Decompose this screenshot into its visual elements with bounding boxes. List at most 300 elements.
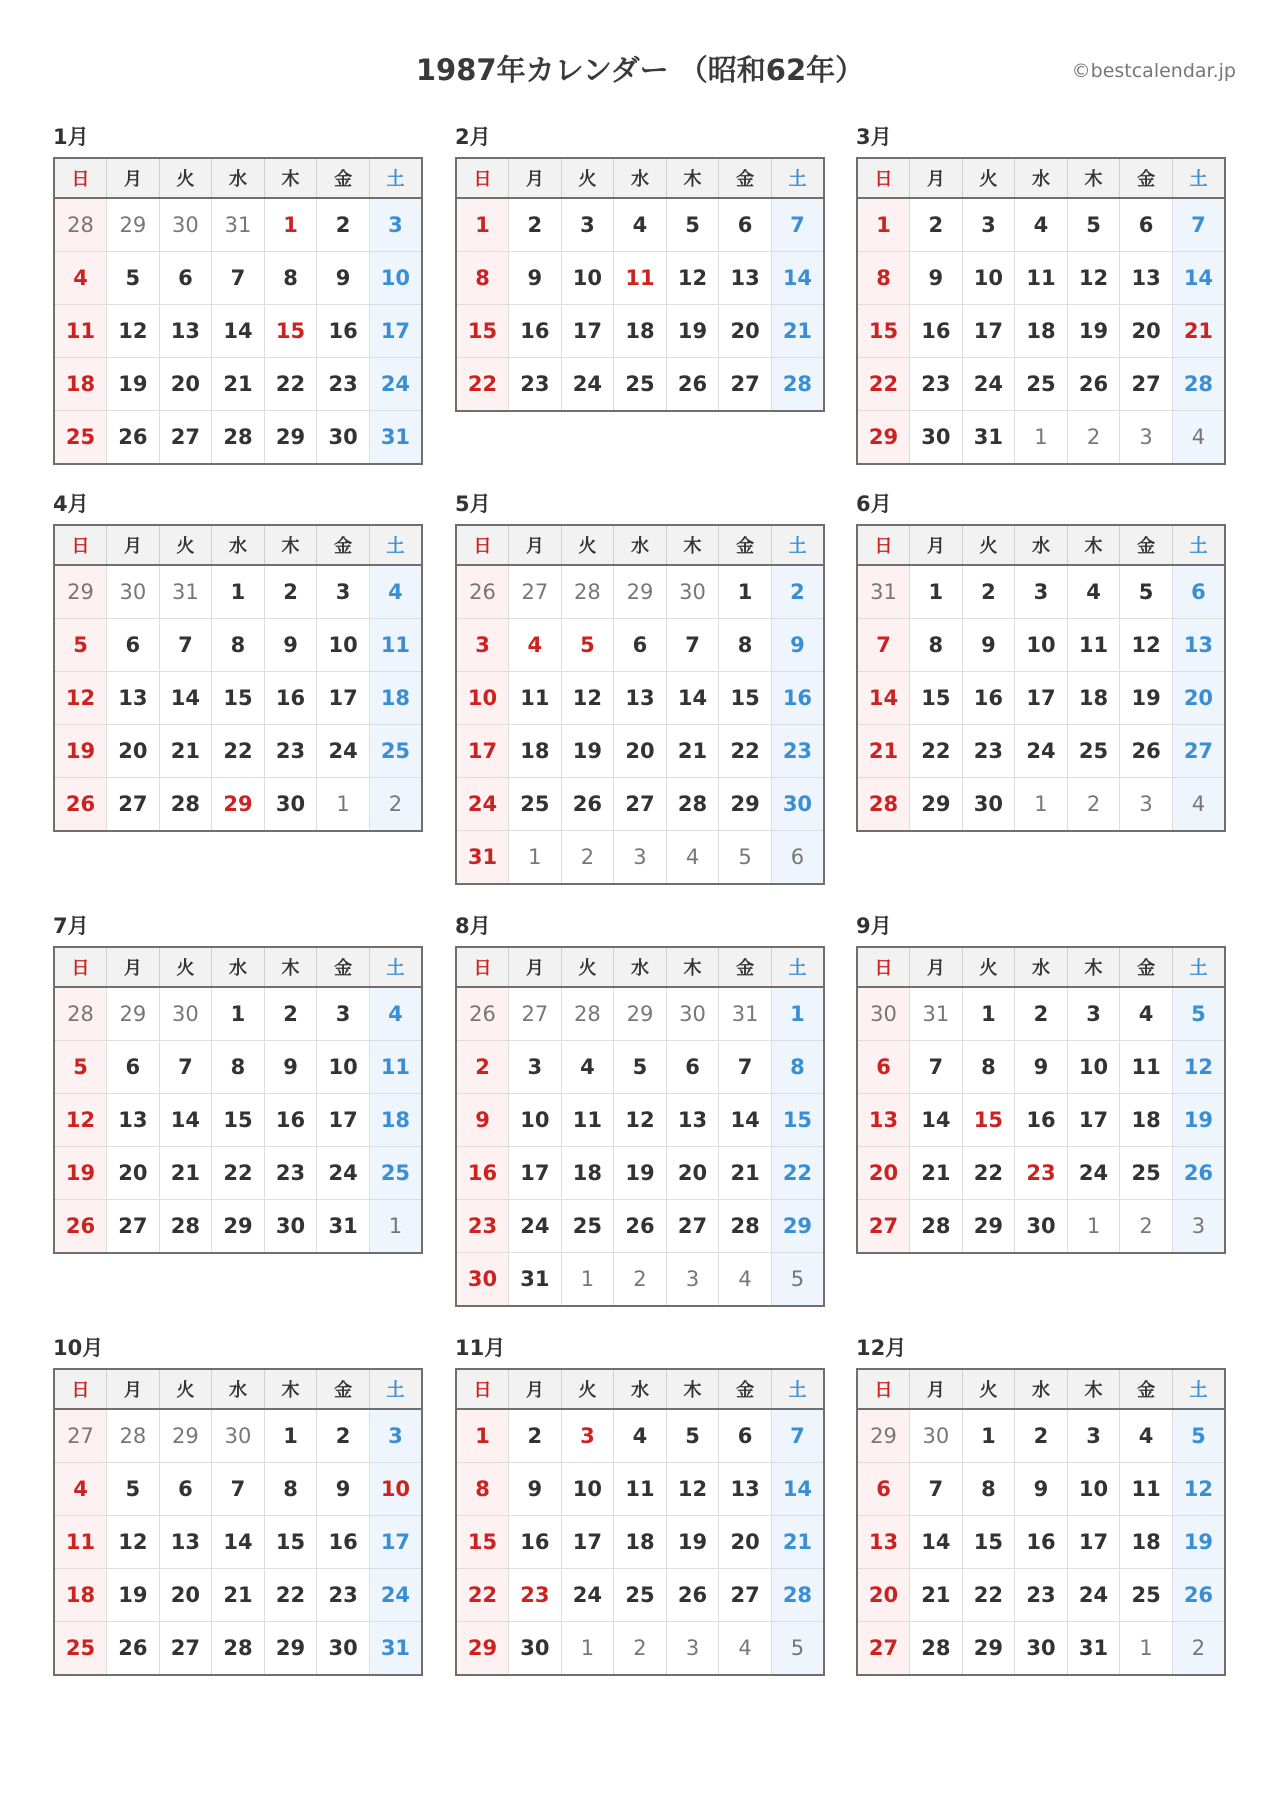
weekday-header: 月 [910, 947, 963, 987]
day-cell: 19 [666, 305, 719, 358]
weekday-header: 水 [1015, 525, 1068, 565]
week-row [54, 725, 422, 778]
weekday-header: 木 [264, 158, 317, 198]
month-calendar-table [53, 157, 423, 465]
day-cell: 26 [1067, 358, 1120, 411]
weekday-header: 木 [1067, 1369, 1120, 1409]
day-cell: 13 [614, 672, 667, 725]
day-cell: 25 [1120, 1147, 1173, 1200]
day-cell: 7 [212, 252, 265, 305]
weekday-header: 日 [456, 158, 509, 198]
day-cell: 24 [456, 778, 509, 831]
day-cell: 2 [264, 987, 317, 1041]
month-block [856, 1336, 1226, 1676]
day-cell: 30 [107, 565, 160, 619]
day-cell: 28 [1172, 358, 1225, 411]
month-block [53, 1336, 423, 1676]
weekday-header: 月 [107, 1369, 160, 1409]
day-cell: 20 [107, 725, 160, 778]
day-cell: 27 [857, 1622, 910, 1676]
day-cell: 31 [369, 1622, 422, 1676]
day-cell: 5 [54, 1041, 107, 1094]
day-cell: 2 [456, 1041, 509, 1094]
day-cell: 24 [1067, 1147, 1120, 1200]
day-cell: 23 [771, 725, 824, 778]
day-cell: 25 [1067, 725, 1120, 778]
day-cell: 3 [561, 1409, 614, 1463]
weekday-header: 木 [666, 158, 719, 198]
week-row [54, 1622, 422, 1676]
month-title: 9月 [856, 914, 892, 938]
day-cell: 4 [54, 252, 107, 305]
day-cell: 25 [54, 411, 107, 465]
day-cell: 3 [561, 198, 614, 252]
day-cell: 8 [771, 1041, 824, 1094]
day-cell: 28 [771, 358, 824, 412]
day-cell: 1 [962, 987, 1015, 1041]
day-cell: 28 [910, 1622, 963, 1676]
day-cell: 22 [771, 1147, 824, 1200]
day-cell: 14 [212, 305, 265, 358]
day-cell: 24 [962, 358, 1015, 411]
day-cell: 22 [719, 725, 772, 778]
week-row [54, 1409, 422, 1463]
weekday-header: 木 [1067, 158, 1120, 198]
day-cell: 29 [771, 1200, 824, 1253]
week-row [54, 987, 422, 1041]
weekday-header-row [54, 158, 422, 198]
weekday-header: 火 [159, 525, 212, 565]
day-cell: 16 [264, 1094, 317, 1147]
day-cell: 5 [54, 619, 107, 672]
day-cell: 6 [857, 1463, 910, 1516]
weekday-header: 木 [1067, 525, 1120, 565]
weekday-header: 水 [614, 158, 667, 198]
day-cell: 30 [317, 411, 370, 465]
day-cell: 2 [317, 1409, 370, 1463]
weekday-header: 火 [561, 158, 614, 198]
weekday-header: 土 [1172, 158, 1225, 198]
day-cell: 10 [369, 252, 422, 305]
day-cell: 30 [264, 1200, 317, 1254]
weekday-header: 日 [857, 1369, 910, 1409]
day-cell: 1 [369, 1200, 422, 1254]
day-cell: 7 [212, 1463, 265, 1516]
month-calendar-table [455, 157, 825, 412]
day-cell: 3 [1120, 778, 1173, 832]
day-cell: 26 [666, 1569, 719, 1622]
weekday-header: 日 [54, 1369, 107, 1409]
day-cell: 7 [159, 1041, 212, 1094]
weekday-header: 土 [369, 947, 422, 987]
month-calendar-table [455, 946, 825, 1307]
day-cell: 18 [1015, 305, 1068, 358]
day-cell: 25 [561, 1200, 614, 1253]
day-cell: 25 [614, 1569, 667, 1622]
week-row [456, 778, 824, 831]
week-row [857, 1463, 1225, 1516]
day-cell: 24 [509, 1200, 562, 1253]
weekday-header: 土 [771, 158, 824, 198]
day-cell: 9 [317, 1463, 370, 1516]
day-cell: 6 [159, 252, 212, 305]
day-cell: 9 [509, 252, 562, 305]
month-title: 2月 [455, 125, 491, 149]
weekday-header-row [54, 525, 422, 565]
day-cell: 31 [317, 1200, 370, 1254]
week-row [54, 1569, 422, 1622]
day-cell: 15 [771, 1094, 824, 1147]
day-cell: 12 [1067, 252, 1120, 305]
week-row [456, 1622, 824, 1676]
month-calendar-table [455, 524, 825, 885]
day-cell: 18 [54, 358, 107, 411]
day-cell: 26 [54, 1200, 107, 1254]
day-cell: 6 [1172, 565, 1225, 619]
day-cell: 4 [369, 565, 422, 619]
day-cell: 1 [962, 1409, 1015, 1463]
day-cell: 21 [159, 1147, 212, 1200]
day-cell: 5 [771, 1253, 824, 1307]
day-cell: 7 [910, 1463, 963, 1516]
day-cell: 8 [212, 619, 265, 672]
day-cell: 11 [369, 619, 422, 672]
day-cell: 12 [54, 1094, 107, 1147]
day-cell: 27 [159, 411, 212, 465]
day-cell: 1 [456, 198, 509, 252]
month-calendar-table [53, 946, 423, 1254]
day-cell: 14 [212, 1516, 265, 1569]
week-row [456, 831, 824, 885]
weekday-header: 日 [456, 1369, 509, 1409]
day-cell: 28 [561, 987, 614, 1041]
day-cell: 4 [666, 831, 719, 885]
day-cell: 14 [1172, 252, 1225, 305]
day-cell: 30 [962, 778, 1015, 832]
day-cell: 16 [317, 305, 370, 358]
week-row [857, 1516, 1225, 1569]
day-cell: 5 [561, 619, 614, 672]
day-cell: 6 [719, 198, 772, 252]
day-cell: 3 [369, 198, 422, 252]
day-cell: 2 [317, 198, 370, 252]
day-cell: 20 [159, 358, 212, 411]
day-cell: 7 [857, 619, 910, 672]
week-row [54, 198, 422, 252]
day-cell: 19 [54, 1147, 107, 1200]
day-cell: 26 [107, 1622, 160, 1676]
day-cell: 21 [666, 725, 719, 778]
day-cell: 20 [1172, 672, 1225, 725]
week-row [456, 1041, 824, 1094]
weekday-header-row [456, 1369, 824, 1409]
day-cell: 29 [857, 1409, 910, 1463]
day-cell: 8 [910, 619, 963, 672]
day-cell: 1 [857, 198, 910, 252]
day-cell: 29 [264, 411, 317, 465]
day-cell: 19 [614, 1147, 667, 1200]
day-cell: 4 [1120, 987, 1173, 1041]
day-cell: 9 [317, 252, 370, 305]
day-cell: 22 [264, 1569, 317, 1622]
week-row [857, 1041, 1225, 1094]
day-cell: 29 [910, 778, 963, 832]
day-cell: 2 [1015, 1409, 1068, 1463]
weekday-header: 月 [910, 1369, 963, 1409]
day-cell: 21 [910, 1569, 963, 1622]
weekday-header: 金 [317, 947, 370, 987]
day-cell: 7 [910, 1041, 963, 1094]
day-cell: 4 [369, 987, 422, 1041]
day-cell: 23 [317, 358, 370, 411]
day-cell: 12 [666, 1463, 719, 1516]
weekday-header: 金 [1120, 947, 1173, 987]
weekday-header: 水 [212, 947, 265, 987]
day-cell: 23 [962, 725, 1015, 778]
week-row [54, 672, 422, 725]
week-row [857, 1094, 1225, 1147]
day-cell: 7 [771, 1409, 824, 1463]
weekday-header: 月 [509, 1369, 562, 1409]
day-cell: 18 [1120, 1516, 1173, 1569]
day-cell: 20 [159, 1569, 212, 1622]
week-row [54, 411, 422, 465]
weekday-header: 火 [962, 1369, 1015, 1409]
day-cell: 23 [1015, 1569, 1068, 1622]
day-cell: 29 [962, 1622, 1015, 1676]
month-calendar-table [856, 1368, 1226, 1676]
day-cell: 29 [614, 565, 667, 619]
day-cell: 30 [264, 778, 317, 832]
weekday-header-row [857, 1369, 1225, 1409]
day-cell: 18 [509, 725, 562, 778]
day-cell: 31 [857, 565, 910, 619]
week-row [456, 725, 824, 778]
day-cell: 30 [212, 1409, 265, 1463]
day-cell: 11 [1015, 252, 1068, 305]
day-cell: 28 [159, 778, 212, 832]
week-row [857, 619, 1225, 672]
week-row [456, 1516, 824, 1569]
day-cell: 13 [719, 252, 772, 305]
day-cell: 28 [212, 1622, 265, 1676]
day-cell: 2 [962, 565, 1015, 619]
weekday-header: 金 [317, 525, 370, 565]
day-cell: 18 [614, 305, 667, 358]
day-cell: 31 [509, 1253, 562, 1307]
day-cell: 26 [107, 411, 160, 465]
day-cell: 5 [107, 1463, 160, 1516]
day-cell: 18 [1067, 672, 1120, 725]
day-cell: 30 [666, 987, 719, 1041]
day-cell: 3 [509, 1041, 562, 1094]
week-row [857, 565, 1225, 619]
day-cell: 1 [212, 565, 265, 619]
day-cell: 30 [857, 987, 910, 1041]
day-cell: 10 [369, 1463, 422, 1516]
month-block [53, 914, 423, 1254]
week-row [456, 198, 824, 252]
day-cell: 17 [561, 1516, 614, 1569]
day-cell: 3 [456, 619, 509, 672]
day-cell: 9 [509, 1463, 562, 1516]
day-cell: 11 [369, 1041, 422, 1094]
weekday-header: 火 [159, 1369, 212, 1409]
day-cell: 30 [666, 565, 719, 619]
day-cell: 29 [159, 1409, 212, 1463]
day-cell: 23 [456, 1200, 509, 1253]
day-cell: 29 [719, 778, 772, 831]
day-cell: 8 [264, 1463, 317, 1516]
day-cell: 15 [456, 1516, 509, 1569]
day-cell: 2 [1067, 778, 1120, 832]
day-cell: 1 [1015, 411, 1068, 465]
month-title: 4月 [53, 492, 89, 516]
day-cell: 8 [719, 619, 772, 672]
day-cell: 24 [317, 725, 370, 778]
day-cell: 13 [159, 1516, 212, 1569]
day-cell: 12 [1120, 619, 1173, 672]
day-cell: 23 [317, 1569, 370, 1622]
day-cell: 26 [1172, 1147, 1225, 1200]
day-cell: 5 [1172, 987, 1225, 1041]
day-cell: 9 [1015, 1463, 1068, 1516]
day-cell: 2 [509, 198, 562, 252]
day-cell: 20 [666, 1147, 719, 1200]
day-cell: 27 [857, 1200, 910, 1254]
week-row [456, 987, 824, 1041]
day-cell: 13 [107, 672, 160, 725]
weekday-header-row [456, 525, 824, 565]
week-row [456, 1094, 824, 1147]
weekday-header: 月 [107, 158, 160, 198]
weekday-header-row [857, 158, 1225, 198]
day-cell: 22 [264, 358, 317, 411]
weekday-header-row [456, 947, 824, 987]
day-cell: 30 [159, 987, 212, 1041]
week-row [857, 672, 1225, 725]
day-cell: 6 [159, 1463, 212, 1516]
day-cell: 20 [719, 305, 772, 358]
week-row [54, 252, 422, 305]
day-cell: 30 [1015, 1622, 1068, 1676]
weekday-header: 月 [509, 947, 562, 987]
day-cell: 11 [509, 672, 562, 725]
day-cell: 28 [771, 1569, 824, 1622]
day-cell: 21 [771, 305, 824, 358]
day-cell: 19 [561, 725, 614, 778]
month-calendar-table [856, 524, 1226, 832]
week-row [456, 1409, 824, 1463]
week-row [857, 1147, 1225, 1200]
day-cell: 25 [614, 358, 667, 412]
day-cell: 19 [107, 358, 160, 411]
day-cell: 18 [369, 1094, 422, 1147]
day-cell: 22 [857, 358, 910, 411]
day-cell: 14 [857, 672, 910, 725]
weekday-header-row [54, 947, 422, 987]
day-cell: 1 [509, 831, 562, 885]
day-cell: 17 [561, 305, 614, 358]
day-cell: 3 [1015, 565, 1068, 619]
day-cell: 2 [561, 831, 614, 885]
day-cell: 16 [1015, 1516, 1068, 1569]
weekday-header: 金 [719, 158, 772, 198]
day-cell: 12 [1172, 1463, 1225, 1516]
day-cell: 14 [666, 672, 719, 725]
month-block [455, 492, 825, 885]
day-cell: 14 [910, 1516, 963, 1569]
day-cell: 28 [910, 1200, 963, 1254]
day-cell: 2 [1015, 987, 1068, 1041]
day-cell: 27 [719, 1569, 772, 1622]
day-cell: 17 [1067, 1094, 1120, 1147]
day-cell: 17 [1015, 672, 1068, 725]
day-cell: 7 [1172, 198, 1225, 252]
day-cell: 11 [614, 252, 667, 305]
week-row [54, 619, 422, 672]
day-cell: 1 [264, 1409, 317, 1463]
day-cell: 13 [107, 1094, 160, 1147]
day-cell: 6 [107, 619, 160, 672]
day-cell: 14 [159, 1094, 212, 1147]
day-cell: 6 [107, 1041, 160, 1094]
day-cell: 4 [509, 619, 562, 672]
day-cell: 28 [561, 565, 614, 619]
day-cell: 20 [719, 1516, 772, 1569]
day-cell: 15 [962, 1516, 1015, 1569]
day-cell: 20 [107, 1147, 160, 1200]
weekday-header: 金 [719, 947, 772, 987]
day-cell: 29 [456, 1622, 509, 1676]
day-cell: 31 [910, 987, 963, 1041]
day-cell: 30 [910, 1409, 963, 1463]
day-cell: 24 [561, 358, 614, 412]
day-cell: 1 [317, 778, 370, 832]
day-cell: 16 [771, 672, 824, 725]
week-row [54, 1041, 422, 1094]
day-cell: 18 [561, 1147, 614, 1200]
weekday-header: 日 [857, 947, 910, 987]
weekday-header: 月 [910, 525, 963, 565]
day-cell: 4 [1172, 778, 1225, 832]
day-cell: 31 [719, 987, 772, 1041]
day-cell: 4 [614, 198, 667, 252]
day-cell: 28 [107, 1409, 160, 1463]
day-cell: 18 [1120, 1094, 1173, 1147]
weekday-header: 木 [666, 525, 719, 565]
month-title: 6月 [856, 492, 892, 516]
day-cell: 11 [54, 1516, 107, 1569]
day-cell: 15 [264, 305, 317, 358]
month-block [455, 914, 825, 1307]
day-cell: 28 [212, 411, 265, 465]
day-cell: 11 [561, 1094, 614, 1147]
day-cell: 1 [910, 565, 963, 619]
day-cell: 15 [212, 1094, 265, 1147]
day-cell: 13 [719, 1463, 772, 1516]
day-cell: 28 [666, 778, 719, 831]
day-cell: 3 [1120, 411, 1173, 465]
day-cell: 9 [910, 252, 963, 305]
day-cell: 12 [666, 252, 719, 305]
day-cell: 13 [666, 1094, 719, 1147]
day-cell: 1 [1120, 1622, 1173, 1676]
day-cell: 1 [719, 565, 772, 619]
day-cell: 31 [212, 198, 265, 252]
day-cell: 16 [962, 672, 1015, 725]
weekday-header-row [857, 947, 1225, 987]
